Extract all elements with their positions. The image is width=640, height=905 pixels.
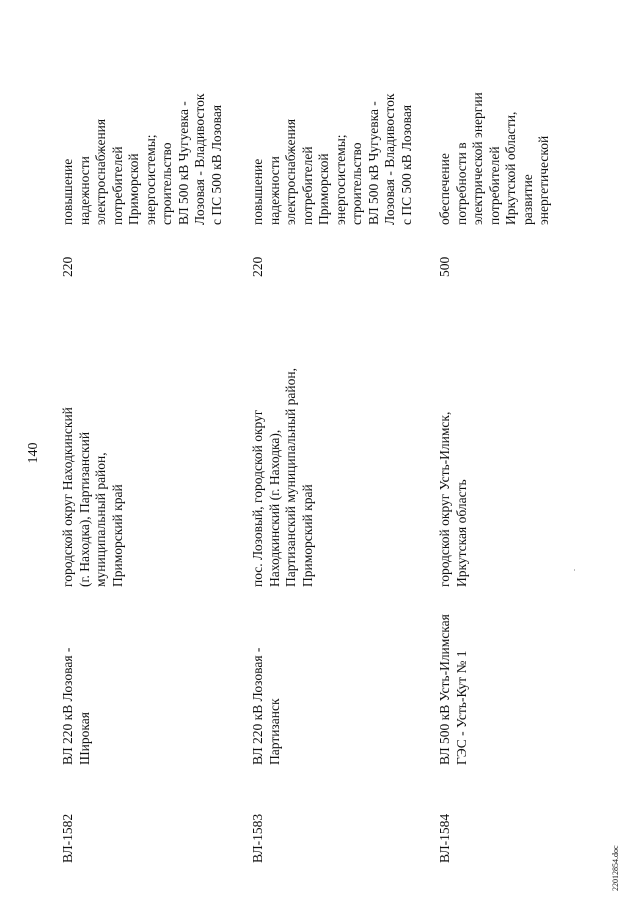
purpose-line: ВЛ 500 кВ Чугуевка - [175, 101, 191, 225]
object-id: ВЛ-1582 [60, 813, 75, 863]
purpose-line: строительство [159, 142, 174, 225]
location-line: городской округ Находкинский [60, 407, 75, 587]
footer-filename: 22012854.doc [611, 845, 620, 891]
purpose-line: Приморской [126, 153, 141, 225]
object-name-line: ВЛ 220 кВ Лозовая - [60, 647, 75, 765]
voltage-value: 500 [437, 256, 452, 277]
scan-artifact [574, 569, 575, 571]
object-name-line: Партизанск [266, 698, 282, 765]
object-location [437, 287, 470, 587]
purpose-line: ВЛ 500 кВ Чугуевка - [365, 101, 381, 225]
object-location [250, 287, 316, 587]
purpose-line: потребителей [109, 146, 125, 225]
purpose-line: потребности в [453, 142, 469, 225]
purpose-line: электроснабжения [93, 118, 108, 225]
object-purpose [250, 45, 415, 225]
purpose-line: Лозовая - Владивосток [192, 93, 207, 225]
purpose-line: с ПС 500 кВ Лозовая [398, 104, 414, 225]
purpose-line: электрической энергии [470, 92, 485, 225]
purpose-line: повышение [60, 158, 75, 225]
voltage-value: 220 [250, 256, 265, 277]
object-purpose [437, 45, 553, 225]
purpose-line: обеспечение [437, 153, 452, 225]
location-line: Иркутская область [453, 479, 469, 587]
object-location [60, 287, 126, 587]
location-line: Приморский край [299, 484, 315, 587]
purpose-line: развитие [519, 174, 535, 225]
purpose-line: с ПС 500 кВ Лозовая [208, 104, 224, 225]
purpose-line: электроснабжения [283, 118, 298, 225]
object-id: ВЛ-1584 [437, 813, 452, 863]
purpose-line: энергосистемы; [142, 134, 158, 225]
object-name-line: ГЭС - Усть-Кут № 1 [453, 650, 469, 765]
location-line: городской округ Усть-Илимск, [437, 411, 452, 587]
object-name-line: Широкая [76, 712, 92, 765]
purpose-line: потребителей [299, 146, 315, 225]
purpose-line: потребителей [486, 146, 502, 225]
location-line: (г. Находка), Партизанский [76, 431, 92, 587]
purpose-line: энергосистемы; [332, 134, 348, 225]
purpose-line: Приморской [316, 153, 331, 225]
purpose-line: Лозовая - Владивосток [382, 93, 397, 225]
location-line: Находкинский (г. Находка), [266, 429, 282, 587]
location-line: Партизанский муниципальный район, [283, 368, 298, 587]
object-name-line: ВЛ 220 кВ Лозовая - [250, 647, 265, 765]
purpose-line: повышение [250, 158, 265, 225]
location-line: Приморский край [109, 484, 125, 587]
voltage-value: 220 [60, 256, 75, 277]
location-line: пос. Лозовый, городской округ [250, 409, 265, 587]
object-name-line: ВЛ 500 кВ Усть-Илимская [437, 614, 452, 765]
location-line: муниципальный район, [93, 452, 108, 587]
purpose-line: строительство [349, 142, 364, 225]
object-name [250, 600, 283, 765]
object-name [60, 600, 93, 765]
purpose-line: Иркутской области, [503, 111, 518, 225]
purpose-line: энергетической [536, 135, 551, 225]
purpose-line: надежности [266, 156, 282, 225]
purpose-line: надежности [76, 156, 92, 225]
object-id: ВЛ-1583 [250, 813, 265, 863]
page-number: 140 [26, 442, 41, 464]
object-purpose [60, 45, 225, 225]
object-name [437, 600, 470, 765]
